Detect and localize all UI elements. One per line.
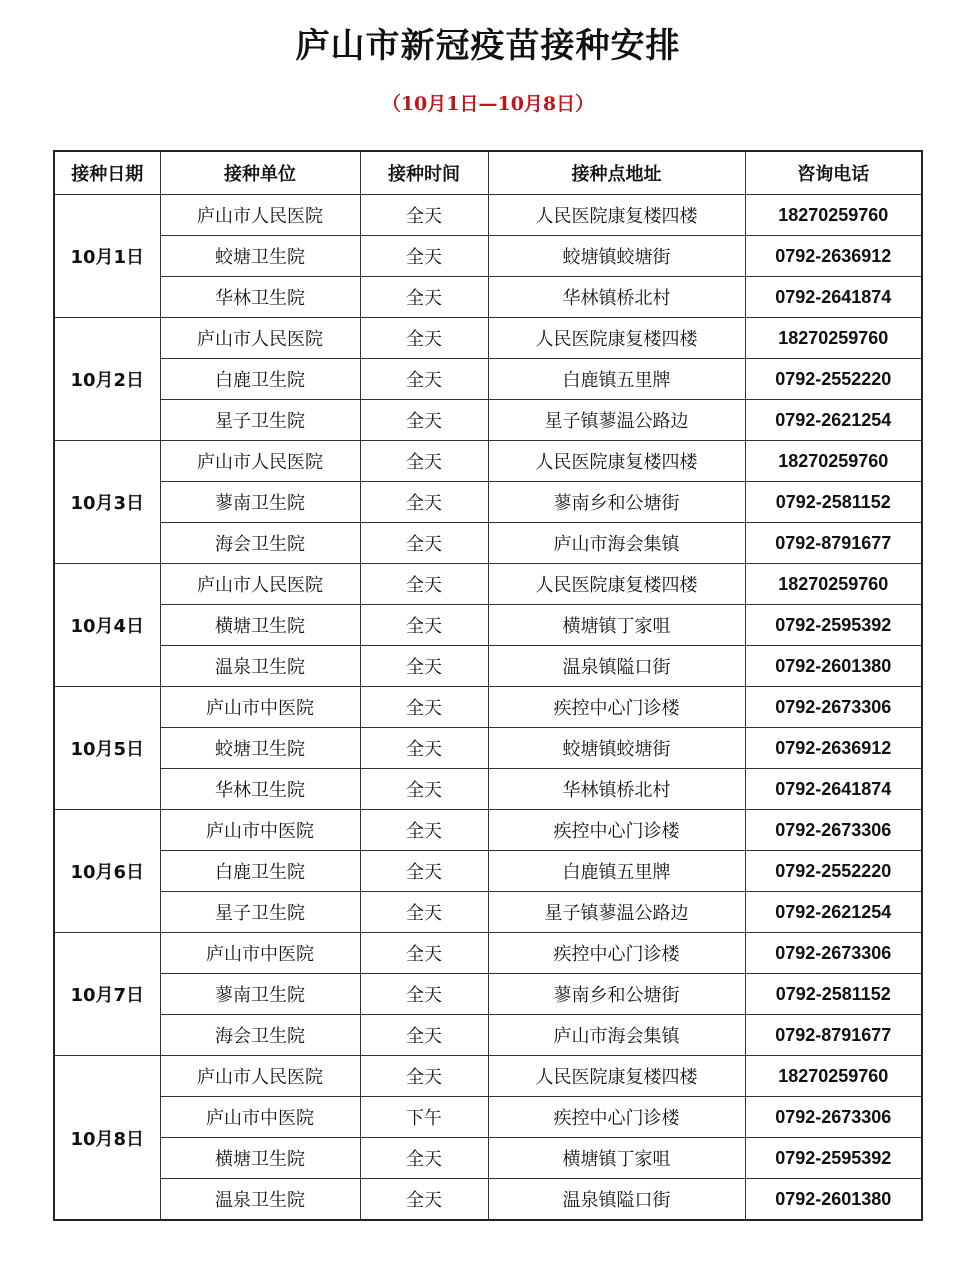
phone-cell: 0792-2581152 — [745, 482, 922, 523]
date-cell: 10月5日 — [54, 687, 160, 810]
phone-cell: 0792-2595392 — [745, 605, 922, 646]
phone-cell: 18270259760 — [745, 195, 922, 236]
date-cell: 10月8日 — [54, 1056, 160, 1221]
time-cell: 全天 — [360, 564, 488, 605]
time-cell: 全天 — [360, 523, 488, 564]
phone-cell: 0792-2673306 — [745, 687, 922, 728]
address-cell: 人民医院康复楼四楼 — [488, 1056, 745, 1097]
time-cell: 全天 — [360, 277, 488, 318]
table-row — [54, 482, 922, 523]
address-cell: 蛟塘镇蛟塘街 — [488, 728, 745, 769]
unit-cell: 华林卫生院 — [160, 769, 360, 810]
time-cell: 全天 — [360, 974, 488, 1015]
address-cell: 温泉镇隘口街 — [488, 1179, 745, 1221]
address-cell: 庐山市海会集镇 — [488, 523, 745, 564]
time-cell: 全天 — [360, 1179, 488, 1221]
phone-cell: 0792-2636912 — [745, 236, 922, 277]
table-row — [54, 851, 922, 892]
address-cell: 疾控中心门诊楼 — [488, 1097, 745, 1138]
table-row — [54, 523, 922, 564]
time-cell: 全天 — [360, 195, 488, 236]
table-row — [54, 892, 922, 933]
address-cell: 蓼南乡和公塘街 — [488, 974, 745, 1015]
address-cell: 横塘镇丁家咀 — [488, 605, 745, 646]
address-cell: 疾控中心门诊楼 — [488, 687, 745, 728]
unit-cell: 庐山市中医院 — [160, 1097, 360, 1138]
time-cell: 全天 — [360, 810, 488, 851]
phone-cell: 18270259760 — [745, 564, 922, 605]
table-row — [54, 277, 922, 318]
date-cell: 10月4日 — [54, 564, 160, 687]
unit-cell: 星子卫生院 — [160, 892, 360, 933]
time-cell: 全天 — [360, 318, 488, 359]
phone-cell: 0792-2552220 — [745, 851, 922, 892]
address-cell: 华林镇桥北村 — [488, 769, 745, 810]
time-cell: 全天 — [360, 359, 488, 400]
header-time: 接种时间 — [360, 151, 488, 195]
address-cell: 疾控中心门诊楼 — [488, 810, 745, 851]
time-cell: 全天 — [360, 892, 488, 933]
address-cell: 星子镇蓼温公路边 — [488, 400, 745, 441]
unit-cell: 蛟塘卫生院 — [160, 728, 360, 769]
phone-cell: 0792-2673306 — [745, 933, 922, 974]
table-row — [54, 687, 922, 728]
time-cell: 全天 — [360, 933, 488, 974]
time-cell: 全天 — [360, 400, 488, 441]
address-cell: 星子镇蓼温公路边 — [488, 892, 745, 933]
phone-cell: 0792-2673306 — [745, 810, 922, 851]
unit-cell: 温泉卫生院 — [160, 1179, 360, 1221]
unit-cell: 庐山市人民医院 — [160, 441, 360, 482]
unit-cell: 白鹿卫生院 — [160, 851, 360, 892]
address-cell: 疾控中心门诊楼 — [488, 933, 745, 974]
table-row — [54, 1138, 922, 1179]
phone-cell: 0792-2641874 — [745, 277, 922, 318]
phone-cell: 0792-2601380 — [745, 1179, 922, 1221]
unit-cell: 蓼南卫生院 — [160, 974, 360, 1015]
address-cell: 白鹿镇五里牌 — [488, 359, 745, 400]
date-cell: 10月2日 — [54, 318, 160, 441]
table-row — [54, 605, 922, 646]
address-cell: 人民医院康复楼四楼 — [488, 564, 745, 605]
header-unit: 接种单位 — [160, 151, 360, 195]
phone-cell: 0792-2552220 — [745, 359, 922, 400]
table-row — [54, 728, 922, 769]
address-cell: 人民医院康复楼四楼 — [488, 441, 745, 482]
time-cell: 全天 — [360, 851, 488, 892]
time-cell: 下午 — [360, 1097, 488, 1138]
address-cell: 蓼南乡和公塘街 — [488, 482, 745, 523]
table-row — [54, 1056, 922, 1097]
table-row — [54, 1097, 922, 1138]
address-cell: 温泉镇隘口街 — [488, 646, 745, 687]
time-cell: 全天 — [360, 1015, 488, 1056]
unit-cell: 庐山市人民医院 — [160, 1056, 360, 1097]
table-row — [54, 974, 922, 1015]
table-row — [54, 1015, 922, 1056]
phone-cell: 0792-2636912 — [745, 728, 922, 769]
table-row — [54, 359, 922, 400]
phone-cell: 18270259760 — [745, 441, 922, 482]
unit-cell: 庐山市人民医院 — [160, 318, 360, 359]
phone-cell: 18270259760 — [745, 1056, 922, 1097]
header-date: 接种日期 — [54, 151, 160, 195]
table-row — [54, 933, 922, 974]
time-cell: 全天 — [360, 1138, 488, 1179]
unit-cell: 庐山市中医院 — [160, 810, 360, 851]
address-cell: 白鹿镇五里牌 — [488, 851, 745, 892]
phone-cell: 0792-2641874 — [745, 769, 922, 810]
unit-cell: 横塘卫生院 — [160, 605, 360, 646]
header-address: 接种点地址 — [488, 151, 745, 195]
address-cell: 蛟塘镇蛟塘街 — [488, 236, 745, 277]
phone-cell: 0792-2601380 — [745, 646, 922, 687]
time-cell: 全天 — [360, 769, 488, 810]
table-row — [54, 564, 922, 605]
phone-cell: 0792-2621254 — [745, 892, 922, 933]
address-cell: 华林镇桥北村 — [488, 277, 745, 318]
table-row — [54, 1179, 922, 1221]
phone-cell: 0792-8791677 — [745, 1015, 922, 1056]
table-body — [54, 195, 922, 1221]
table-row — [54, 441, 922, 482]
unit-cell: 庐山市中医院 — [160, 933, 360, 974]
time-cell: 全天 — [360, 605, 488, 646]
table-row — [54, 769, 922, 810]
unit-cell: 星子卫生院 — [160, 400, 360, 441]
time-cell: 全天 — [360, 1056, 488, 1097]
unit-cell: 庐山市中医院 — [160, 687, 360, 728]
time-cell: 全天 — [360, 236, 488, 277]
unit-cell: 蓼南卫生院 — [160, 482, 360, 523]
unit-cell: 海会卫生院 — [160, 523, 360, 564]
date-cell: 10月1日 — [54, 195, 160, 318]
date-cell: 10月7日 — [54, 933, 160, 1056]
vaccination-schedule-table — [53, 150, 923, 1221]
unit-cell: 白鹿卫生院 — [160, 359, 360, 400]
date-cell: 10月6日 — [54, 810, 160, 933]
phone-cell: 0792-2595392 — [745, 1138, 922, 1179]
table-row — [54, 400, 922, 441]
date-cell: 10月3日 — [54, 441, 160, 564]
date-range-subtitle: （10月1日—10月8日） — [381, 93, 595, 115]
phone-cell: 0792-8791677 — [745, 523, 922, 564]
unit-cell: 温泉卫生院 — [160, 646, 360, 687]
page-title: 庐山市新冠疫苗接种安排 — [295, 26, 681, 66]
header-phone: 咨询电话 — [745, 151, 922, 195]
unit-cell: 庐山市人民医院 — [160, 195, 360, 236]
table-row — [54, 236, 922, 277]
phone-cell: 0792-2673306 — [745, 1097, 922, 1138]
phone-cell: 0792-2621254 — [745, 400, 922, 441]
address-cell: 横塘镇丁家咀 — [488, 1138, 745, 1179]
unit-cell: 蛟塘卫生院 — [160, 236, 360, 277]
unit-cell: 横塘卫生院 — [160, 1138, 360, 1179]
table-header-row — [54, 151, 922, 195]
unit-cell: 华林卫生院 — [160, 277, 360, 318]
table-row — [54, 646, 922, 687]
time-cell: 全天 — [360, 687, 488, 728]
time-cell: 全天 — [360, 441, 488, 482]
address-cell: 人民医院康复楼四楼 — [488, 195, 745, 236]
table-row — [54, 810, 922, 851]
address-cell: 人民医院康复楼四楼 — [488, 318, 745, 359]
time-cell: 全天 — [360, 482, 488, 523]
phone-cell: 18270259760 — [745, 318, 922, 359]
table-row — [54, 318, 922, 359]
time-cell: 全天 — [360, 646, 488, 687]
table-row — [54, 195, 922, 236]
address-cell: 庐山市海会集镇 — [488, 1015, 745, 1056]
phone-cell: 0792-2581152 — [745, 974, 922, 1015]
unit-cell: 庐山市人民医院 — [160, 564, 360, 605]
unit-cell: 海会卫生院 — [160, 1015, 360, 1056]
time-cell: 全天 — [360, 728, 488, 769]
